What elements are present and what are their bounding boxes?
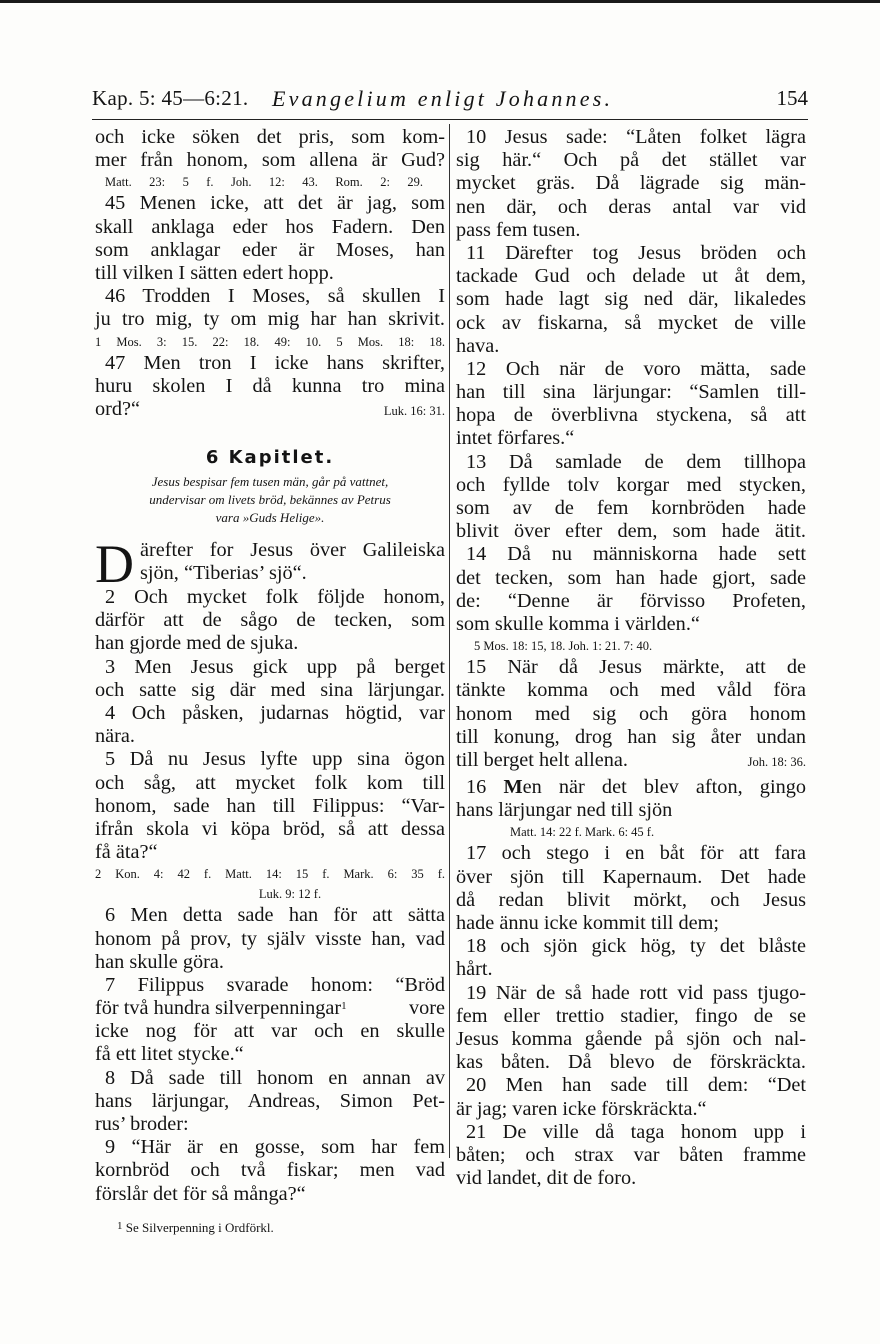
text-line [456,749,806,772]
text-line: ock av fiskarna, så mycket de ville [456,311,806,334]
verse-46-start: 46 Trodden I Moses, så skullen I [105,285,445,308]
cross-reference: 1 Mos. 3: 15. 22: 18. 49: 10. 5 Mos. 18: 18. [95,334,445,349]
text-line: hade ännu icke kommit till dem; [456,912,720,934]
text-line: han gjorde med de sjuka. [95,632,299,655]
header-rule [92,119,808,120]
cross-reference: 2 Kon. 4: 42 f. Matt. 14: 15 f. Mark. 6: 35 f. [95,867,445,882]
text-line: hans lärjungar, Andreas, Simon Pet- [95,1089,445,1112]
text-line: nära. [95,725,135,748]
text-line: som av de fem kornbröden hade [456,497,806,519]
verse-21-start: 21 De ville då taga honom upp i [466,1120,806,1143]
text-line: sig här.“ Och på det stället var [456,149,806,172]
text-line: blivit över efter dem, som hade ätit. [456,520,806,543]
verse-14-start: 14 Då nu människorna hade sett [466,543,806,566]
verse-9-start: 9 “Här är en gosse, som har fem [105,1136,445,1159]
page-top-rule [0,0,880,3]
text-line: fem eller trettio stadier, fingo de se [456,1004,806,1027]
verse-18-start: 18 och sjön gick hög, ty det blåste [466,935,806,958]
text-line: vid landet, dit de foro. [456,1167,637,1190]
footnote-text: Se Silverpenning i Ordförkl. [125,1219,274,1235]
cross-reference: Joh. 18: 36. [747,754,806,769]
verse-3-start: 3 Men Jesus gick upp på berget [105,655,445,678]
text-line: mycket gräs. Då lägrade sig män- [456,172,806,195]
text-line: få ett litet stycke.“ [95,1043,244,1066]
verse-15-start: 15 När då Jesus märkte, att de [466,656,806,679]
verse-11-start: 11 Därefter tog Jesus bröden och [466,241,806,264]
summary-line: Jesus bespisar fem tusen män, går på vattnet, [151,474,389,490]
text-line: huru skolen I då kunna tro mina [95,374,445,397]
text-line: och fyllde tolv korgar med stycken, [456,473,806,496]
text-line: och satte sig där med sina lärjungar. [95,678,445,701]
text-line: icke nog för att var och en skulle [95,1020,445,1043]
text-line [95,997,445,1020]
text-line: hava. [456,334,500,357]
verse-7-start: 7 Filippus svarade honom: “Bröd [105,973,445,996]
verse-13-start: 13 Då samlade de dem tillhopa [466,450,806,473]
text-line: till vilken I sätten edert hopp. [95,261,334,284]
text-line: nen där, och deras antal var vid [456,195,806,218]
footnote-marker[interactable]: 1 [341,1000,347,1013]
column-divider [449,124,450,1158]
text-span [95,997,347,1020]
book-title: Evangelium enligt Johannes. [272,86,614,111]
text-line: ifrån skola vi köpa bröd, så att dessa [95,817,445,840]
footnote [95,1218,445,1238]
footnote-number: 1 [117,1219,123,1232]
text-line: som skulle komma i världen.“ [456,612,700,635]
text-line: som hade lagt sig ned där, likaledes [456,288,806,311]
cross-reference: Luk. 16: 31. [383,403,445,418]
text-line: till konung, drog han sig åter undan [456,725,806,748]
verse-4-start: 4 Och påsken, judarnas högtid, var [105,702,445,724]
text-line: då redan blivit mörkt, och Jesus [456,888,806,911]
text-line: ju tro mig, ty om mig har han skrivit. [95,308,445,331]
cross-reference: Matt. 14: 22 f. Mark. 6: 45 f. [510,825,655,840]
text-line: hans lärjungar ned till sjön [456,799,673,822]
text-line: och icke söken det pris, som kom- [95,126,445,148]
section-initial: M [503,776,523,799]
chapter-summary [95,473,445,527]
page-number: 154 [776,86,808,110]
text-line: intet förfares.“ [456,427,575,450]
text-line: kas båten. Då blevo de förskräckta. [456,1051,806,1074]
cross-reference: Luk. 9: 12 f. [258,887,322,902]
text-line: sjön, “Tiberias’ sjö“. [140,562,307,585]
text-line: skall anklaga eder hos Fadern. Den [95,215,445,238]
text-span: vore [408,997,445,1020]
text-line: rus’ broder: [95,1113,189,1135]
cross-reference: Matt. 23: 5 f. Joh. 12: 43. Rom. 2: 29. [105,175,423,190]
text-line: tackade Gud och delade ut åt dem, [456,265,806,288]
verse-2-start: 2 Och mycket folk följde honom, [105,586,445,609]
text-line: förslår det för så många?“ [95,1182,306,1205]
verse-45-start: 45 Menen icke, att det är jag, som [105,192,445,215]
text-line: mer från honom, som allena är Gud? [95,149,445,172]
text-line: de: “Denne är förvisso Profeten, [456,589,806,612]
text-line: hårt. [456,958,493,981]
text-span: till berget helt allena. [456,748,628,771]
verse-12-start: 12 Och när de voro mätta, sade [466,357,806,380]
summary-line: vara »Guds Helige». [215,510,325,526]
verse-17-start: 17 och stego i en båt för att fara [466,842,806,865]
right-column [456,126,806,1190]
verse-19-start: 19 När de så hade rott vid pass tjugo- [466,981,806,1004]
chapter-verse-range: Kap. 5: 45—6:21. [92,86,249,110]
summary-line: undervisar om livets bröd, bekännes av Petrus [149,492,391,508]
text-line: kornbröd och två fiskar; men vad [95,1159,445,1182]
text-span: för två hundra silverpenningar [95,997,342,1020]
running-header [92,86,808,120]
text-line: honom, sade han till Filippus: “Var- [95,794,445,817]
verse-6-start: 6 Men detta sade han för att sätta [105,904,445,927]
text-line: honom på prov, ty själv visste han, vad [95,927,445,950]
chapter-opening [95,534,445,595]
text-span: ord?“ [95,397,141,420]
text-line: därför att de sågo de tecken, som [95,609,445,632]
text-line [95,398,445,421]
text-line: honom med sig och göra honom [456,702,806,725]
text-line: pass fem tusen. [456,218,581,241]
text-line: hopa de överblivna styckena, så att [456,404,806,427]
verse-10-start: 10 Jesus sade: “Låten folket lägra [466,126,806,148]
text-line: över sjön till Kapernaum. Det hade [456,865,806,888]
text-line: få äta?“ [95,841,158,864]
text-line: båten; och strax var båten framme [456,1143,806,1166]
left-column [95,126,445,1238]
text-line: Jesus komma gående på sjön och nal- [456,1027,806,1050]
verse-47-start: 47 Men tron I icke hans skrifter, [105,351,445,374]
text-line: han till sina lärjungar: “Samlen till- [456,381,806,404]
text-line: är jag; varen icke förskräckta.“ [456,1097,707,1120]
text-line: tänkte komma och med våld föra [456,679,806,702]
verse-number: 16 [466,776,504,799]
verse-16-start [456,776,806,799]
verse-8-start: 8 Då sade till honom en annan av [105,1066,445,1089]
text-line: ärefter for Jesus över Galileiska [140,539,445,562]
verse-20-start: 20 Men han sade till dem: “Det [466,1074,806,1097]
chapter-heading: 6 Kapitlet. [205,447,335,469]
text-line: som anklagar eder är Moses, han [95,238,445,261]
text-line: och såg, att mycket folk kom till [95,771,445,794]
text-span: en när det blev afton, gingo [522,776,806,799]
text-line: det tecken, som han hade gjort, sade [456,566,806,589]
text-line: han skulle göra. [95,950,224,973]
drop-cap: D [95,534,134,595]
verse-5-start: 5 Då nu Jesus lyfte upp sina ögon [105,748,445,771]
cross-reference: 5 Mos. 18: 15, 18. Joh. 1: 21. 7: 40. [474,639,653,654]
